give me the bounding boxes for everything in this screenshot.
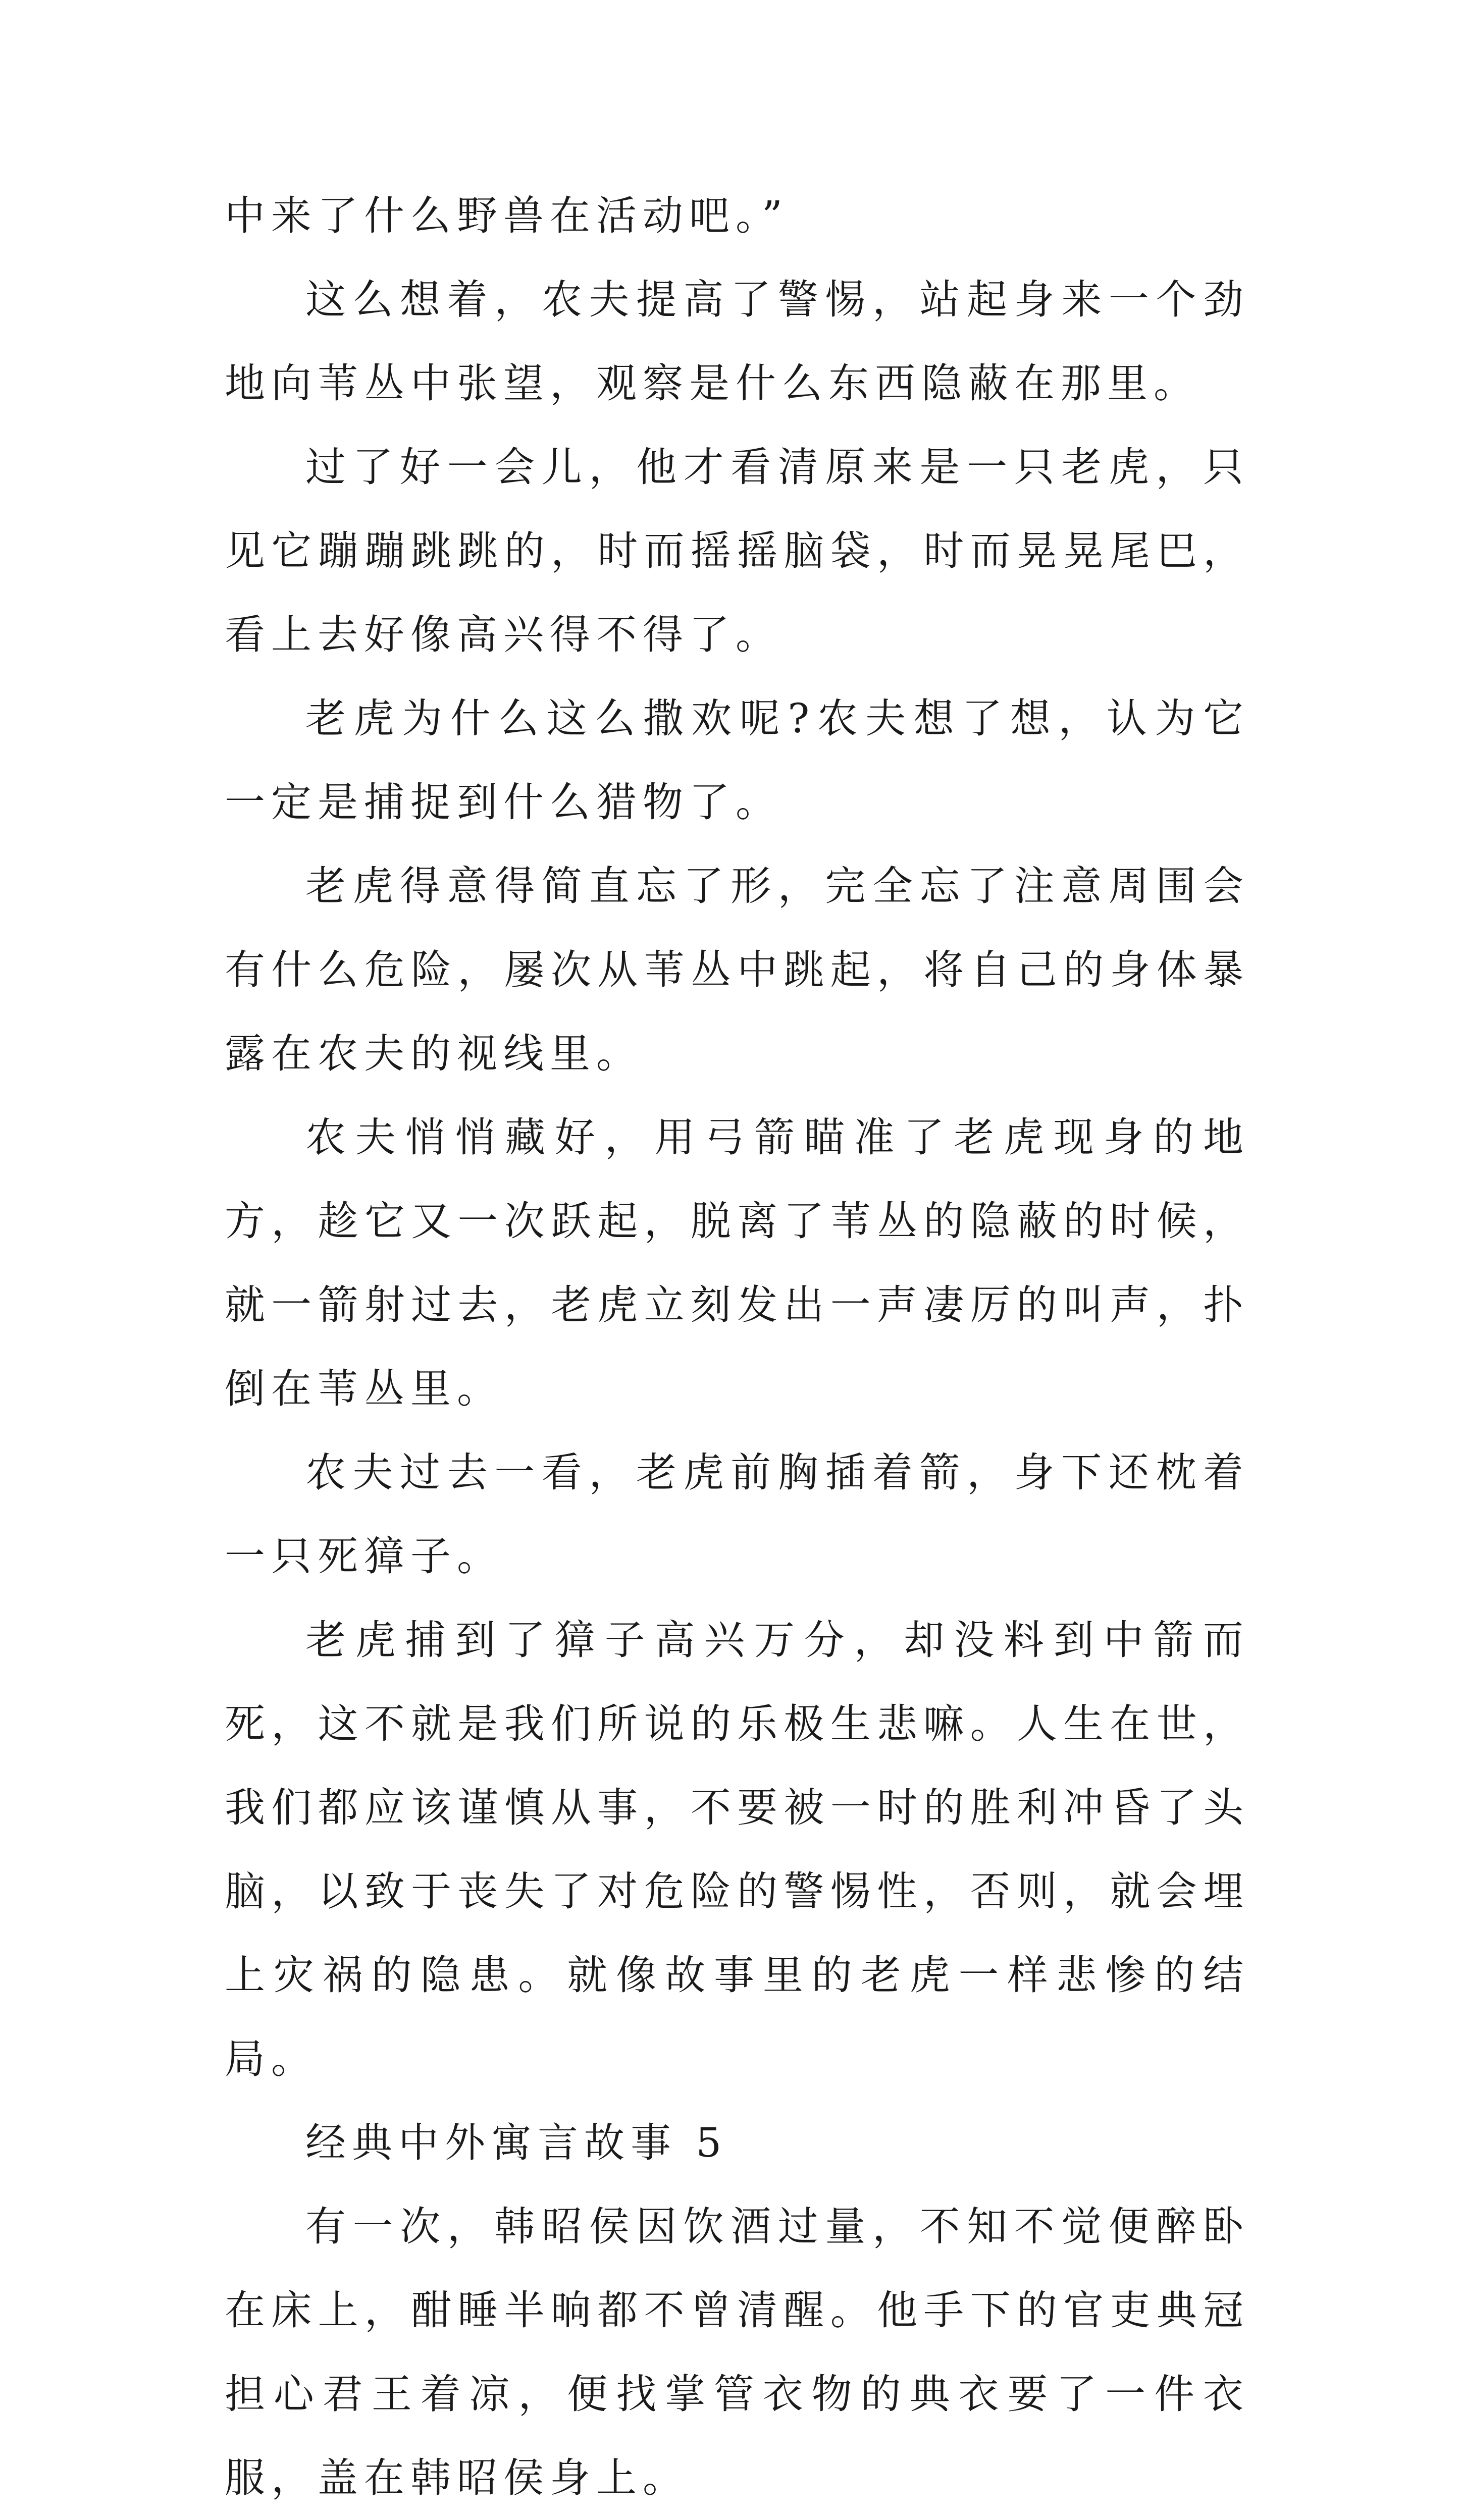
paragraph: 老虎捕到了獐子高兴万分，却没料到中箭而死，这不就是我们所说的乐极生悲嘛。人生在世，我们都应该谨慎从事，不要被一时的胜利冲昏了头脑，以致于丧失了对危险的警惕性，否则，就会埋上灾祸的隐患。就像故事里的老虎一样悲惨的结局。 [225,1617,1249,2082]
paragraph: 老虎为什么这么撒欢呢?农夫想了想，认为它一定是捕捉到什么猎物了。 [225,695,1249,826]
section-heading: 经典中外寓言故事 5 [305,2119,728,2166]
paragraph: 这么想着，农夫提高了警惕，站起身来一个劲地向苇丛中张望，观察是什么东西隐蔽在那里。 [225,276,1249,407]
paragraph: 农夫过去一看，老虎前胸插着箭，身下还枕着一只死獐子。 [225,1449,1249,1580]
paragraph: 过了好一会儿，他才看清原来是一只老虎，只见它蹦蹦跳跳的，时而摇摇脑袋，时而晃晃尾巴，看上去好像高兴得不得了。 [225,444,1249,658]
paragraph: 有一次，韩昭侯因饮酒过量，不知不觉便醉卧在床上，酣睡半晌都不曾清醒。他手下的官吏典冠担心君王着凉，便找掌管衣物的典衣要了一件衣服，盖在韩昭侯身上。 [225,2203,1249,2501]
paragraph: 中来了什么野兽在活动吧。” [225,192,789,239]
paragraph: 老虎得意得简直忘了形，完全忘了注意周围会有什么危险，屡次从苇丛中跳起，将自己的身体暴露在农夫的视线里。 [225,863,1249,1077]
paragraph: 农夫悄悄藏好，用弓箭瞄准了老虎现身的地方，趁它又一次跃起，脱离了苇丛的隐蔽的时候，就一箭射过去，老虎立刻发出一声凄厉的叫声，扑倒在苇丛里。 [225,1114,1249,1412]
document-body [225,174,1249,2520]
